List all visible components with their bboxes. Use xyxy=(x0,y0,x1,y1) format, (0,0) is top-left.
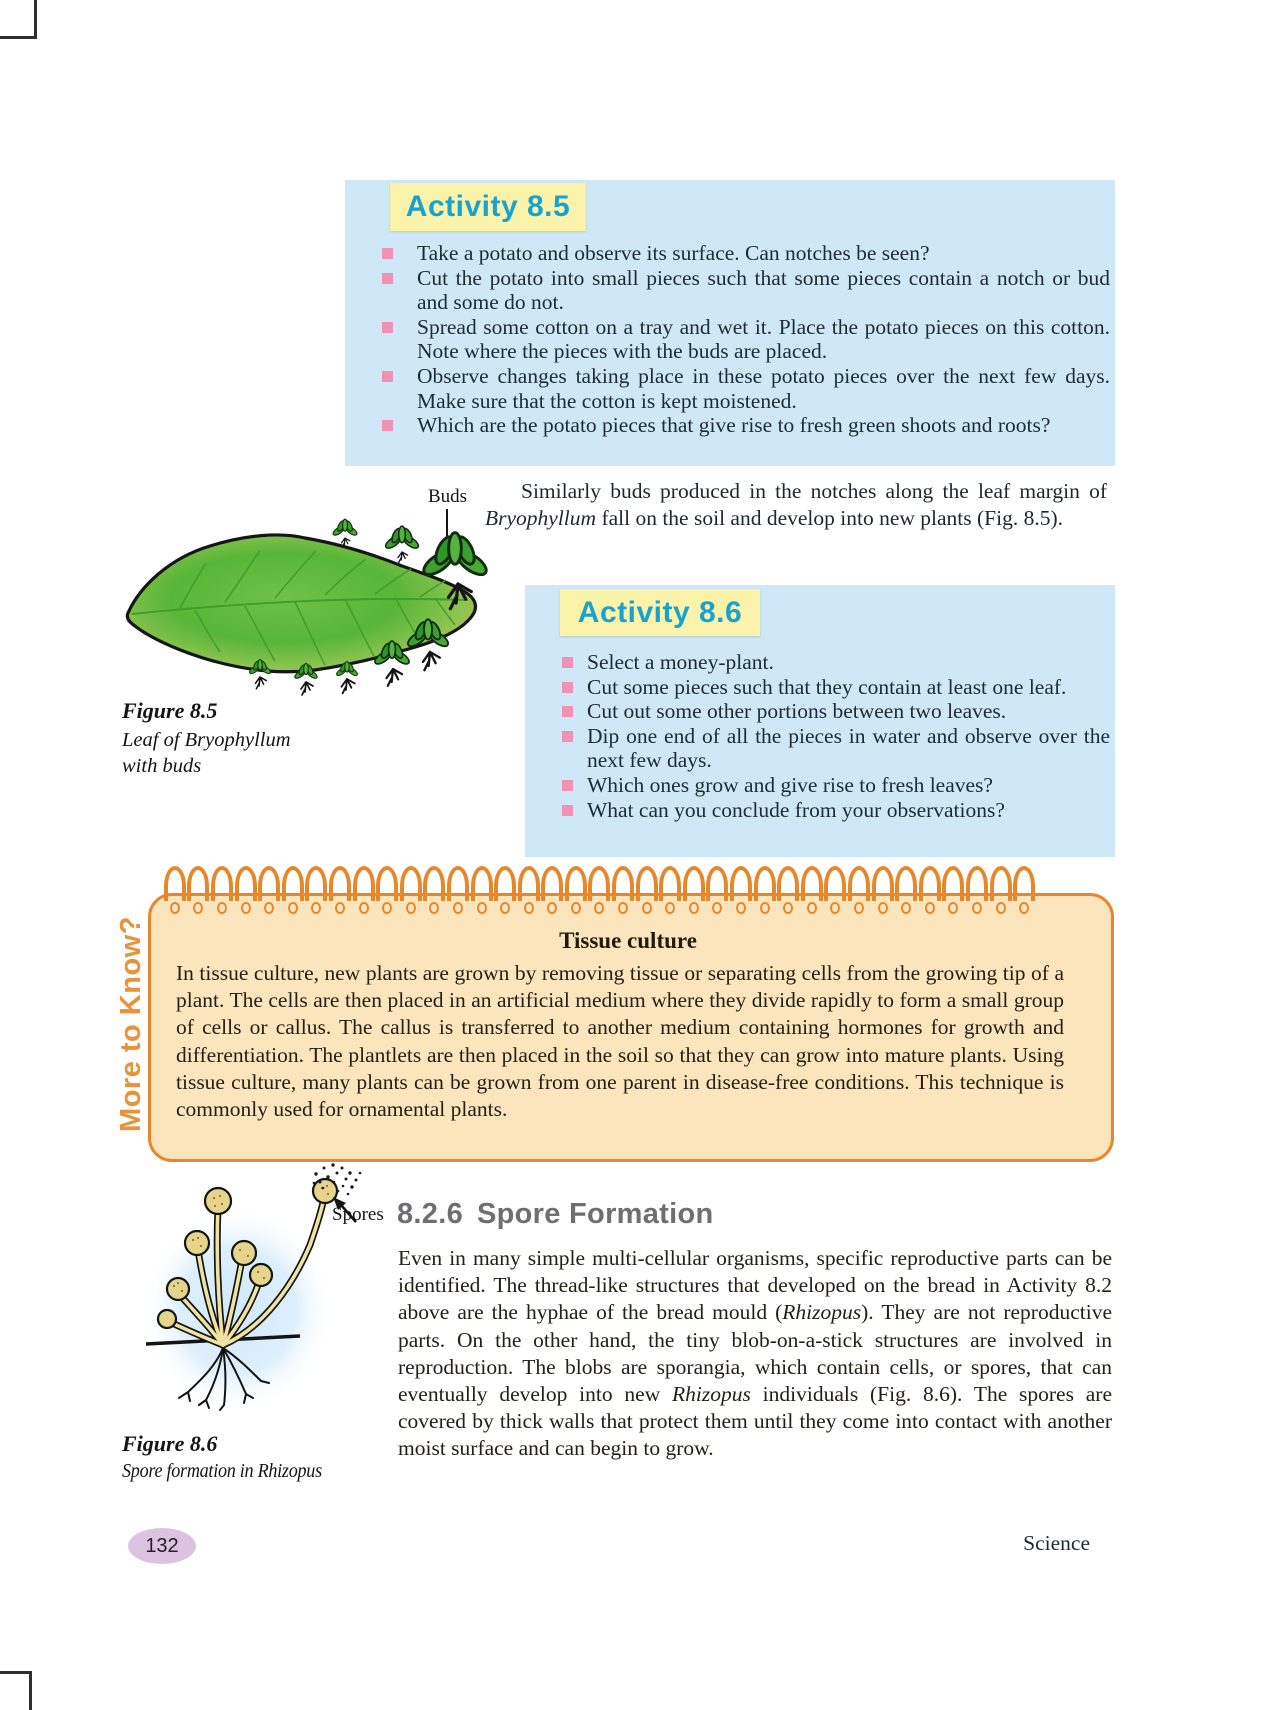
tissue-culture-body: In tissue culture, new plants are grown by removing tissue or separating cells from the growing tip of a plant. The cells are then placed in an artificial medium where they divide rapidly to form a small group of cells or callus. The callus is transferred to another medium containing hormones for growth and differentiation. The plantlets are then placed in the soil so that they can grow into mature plants. Using tissue culture, many plants can be grown from one parent in disease-free conditions. This technique is commonly used for ornamental plants. xyxy=(176,961,1064,1122)
crop-mark-top-left-horizontal xyxy=(0,36,37,39)
bullet-square-icon xyxy=(562,706,573,717)
spiral-coil-icon xyxy=(894,866,918,914)
spiral-coil-icon xyxy=(847,866,871,914)
activity-step: Cut the potato into small pieces such that some pieces contain a notch or bud and some do not. xyxy=(380,266,1110,315)
activity-step: Dip one end of all the pieces in water and observe over the next few days. xyxy=(560,724,1110,773)
rhizopus-italic: Rhizopus xyxy=(672,1382,751,1407)
activity-step: Cut out some other portions between two leaves. xyxy=(560,699,1110,724)
spiral-coil-icon xyxy=(423,866,447,914)
activity-8-5-title xyxy=(390,183,586,231)
spiral-coil-icon xyxy=(541,866,565,914)
activity-step: What can you conclude from your observations? xyxy=(560,798,1110,823)
figure-8-5-caption-line1: Leaf of Bryophyllum xyxy=(122,729,291,751)
bullet-square-icon xyxy=(562,657,573,668)
activity-8-5-steps xyxy=(380,241,1110,438)
spiral-coil-icon xyxy=(375,866,399,914)
spiral-coil-icon xyxy=(187,866,211,914)
spore-formation-paragraph: Even in many simple multi-cellular organisms, specific reproductive parts can be identified. The thread-like structures that developed on the bread in Activity 8.2 above are the hyphae of the bread mould (Rhizopus). They are not reproductive parts. On the other hand, the tiny blob-on-a-stick structures are involved in reproduction. The blobs are sporangia, which contain cells, or spores, that can eventually develop into new Rhizopus individuals (Fig. 8.6). The spores are covered by thick walls that protect them until they come into contact with another moist surface and can begin to grow. xyxy=(398,1246,1112,1461)
activity-8-5-title-label: Activity 8.5 xyxy=(405,190,571,223)
bullet-square-icon xyxy=(382,248,393,259)
spiral-coil-icon xyxy=(399,866,423,914)
rhizopus-illustration xyxy=(138,1160,383,1412)
bullet-square-icon xyxy=(382,420,393,431)
bullet-square-icon xyxy=(382,322,393,333)
page-number: 132 xyxy=(145,1534,179,1557)
spiral-coil-icon xyxy=(1012,866,1036,914)
intro-paragraph: Similarly buds produced in the notches along the leaf margin of Bryophyllum fall on the soil and develop into new plants (Fig. 8.5). xyxy=(485,479,1107,531)
spiral-binding xyxy=(163,866,1038,914)
spiral-coil-icon xyxy=(611,866,635,914)
spiral-coil-icon xyxy=(305,866,329,914)
activity-step: Spread some cotton on a tray and wet it. Place the potato pieces on this cotton. Note where the pieces with the buds are placed. xyxy=(380,315,1110,364)
blue-glow xyxy=(142,1206,334,1412)
figure-8-5-label: Figure 8.5 xyxy=(122,698,218,723)
activity-step: Cut some pieces such that they contain at least one leaf. xyxy=(560,675,1110,700)
spiral-coil-icon xyxy=(328,866,352,914)
crop-mark-bottom-left-vertical xyxy=(29,1671,32,1710)
bullet-square-icon xyxy=(562,682,573,693)
spiral-coil-icon xyxy=(682,866,706,914)
spiral-coil-icon xyxy=(942,866,966,914)
spiral-coil-icon xyxy=(871,866,895,914)
spiral-coil-icon xyxy=(918,866,942,914)
figure-8-5-caption-line2: with buds xyxy=(122,755,202,777)
spiral-coil-icon xyxy=(493,866,517,914)
spiral-coil-icon xyxy=(658,866,682,914)
spiral-coil-icon xyxy=(234,866,258,914)
activity-8-6-steps xyxy=(560,650,1110,822)
spores-annotation: Spores xyxy=(332,1204,384,1225)
rhizopus-italic: Rhizopus xyxy=(782,1300,862,1325)
section-number: 8.2.6 xyxy=(397,1198,463,1230)
tissue-culture-title: Tissue culture xyxy=(559,928,697,953)
spiral-coil-icon xyxy=(163,866,187,914)
activity-step: Take a potato and observe its surface. Can notches be seen? xyxy=(380,241,1110,266)
footer-book-title: Science xyxy=(1023,1531,1090,1555)
spiral-coil-icon xyxy=(753,866,777,914)
crop-mark-top-left-vertical xyxy=(34,0,37,39)
bullet-square-icon xyxy=(562,805,573,816)
bullet-square-icon xyxy=(382,371,393,382)
spiral-coil-icon xyxy=(281,866,305,914)
spiral-coil-icon xyxy=(776,866,800,914)
spiral-coil-icon xyxy=(965,866,989,914)
section-title: Spore Formation xyxy=(477,1198,714,1230)
bryophyllum-italic: Bryophyllum xyxy=(485,506,597,531)
bullet-square-icon xyxy=(562,731,573,742)
spiral-coil-icon xyxy=(564,866,588,914)
spiral-coil-icon xyxy=(352,866,376,914)
activity-step: Select a money-plant. xyxy=(560,650,1110,675)
bullet-square-icon xyxy=(562,780,573,791)
activity-8-6-title xyxy=(560,589,760,636)
more-to-know-side-label: More to Know? xyxy=(115,916,147,1132)
spiral-coil-icon xyxy=(446,866,470,914)
activity-step: Which are the potato pieces that give rise to fresh green shoots and roots? xyxy=(380,413,1110,438)
spiral-coil-icon xyxy=(210,866,234,914)
spiral-coil-icon xyxy=(588,866,612,914)
figure-8-6-caption: Spore formation in Rhizopus xyxy=(122,1461,322,1482)
spiral-coil-icon xyxy=(824,866,848,914)
spiral-coil-icon xyxy=(517,866,541,914)
section-heading-spore-formation xyxy=(397,1198,714,1231)
spiral-coil-icon xyxy=(706,866,730,914)
spiral-coil-icon xyxy=(470,866,494,914)
activity-step: Which ones grow and give rise to fresh leaves? xyxy=(560,773,1110,798)
spiral-coil-icon xyxy=(635,866,659,914)
activity-8-6-title-label: Activity 8.6 xyxy=(577,595,743,629)
leaf-outline xyxy=(127,535,475,672)
spiral-coil-icon xyxy=(729,866,753,914)
figure-8-6-label: Figure 8.6 xyxy=(122,1431,218,1456)
spiral-coil-icon xyxy=(800,866,824,914)
activity-step: Observe changes taking place in these potato pieces over the next few days. Make sure that the cotton is kept moistened. xyxy=(380,364,1110,413)
bryophyllum-leaf-illustration xyxy=(110,518,515,706)
spiral-coil-icon xyxy=(257,866,281,914)
bullet-square-icon xyxy=(382,273,393,284)
page-number-badge xyxy=(128,1528,196,1564)
buds-annotation: Buds xyxy=(428,486,468,507)
crop-mark-bottom-left-horizontal xyxy=(0,1671,32,1674)
spiral-coil-icon xyxy=(989,866,1013,914)
